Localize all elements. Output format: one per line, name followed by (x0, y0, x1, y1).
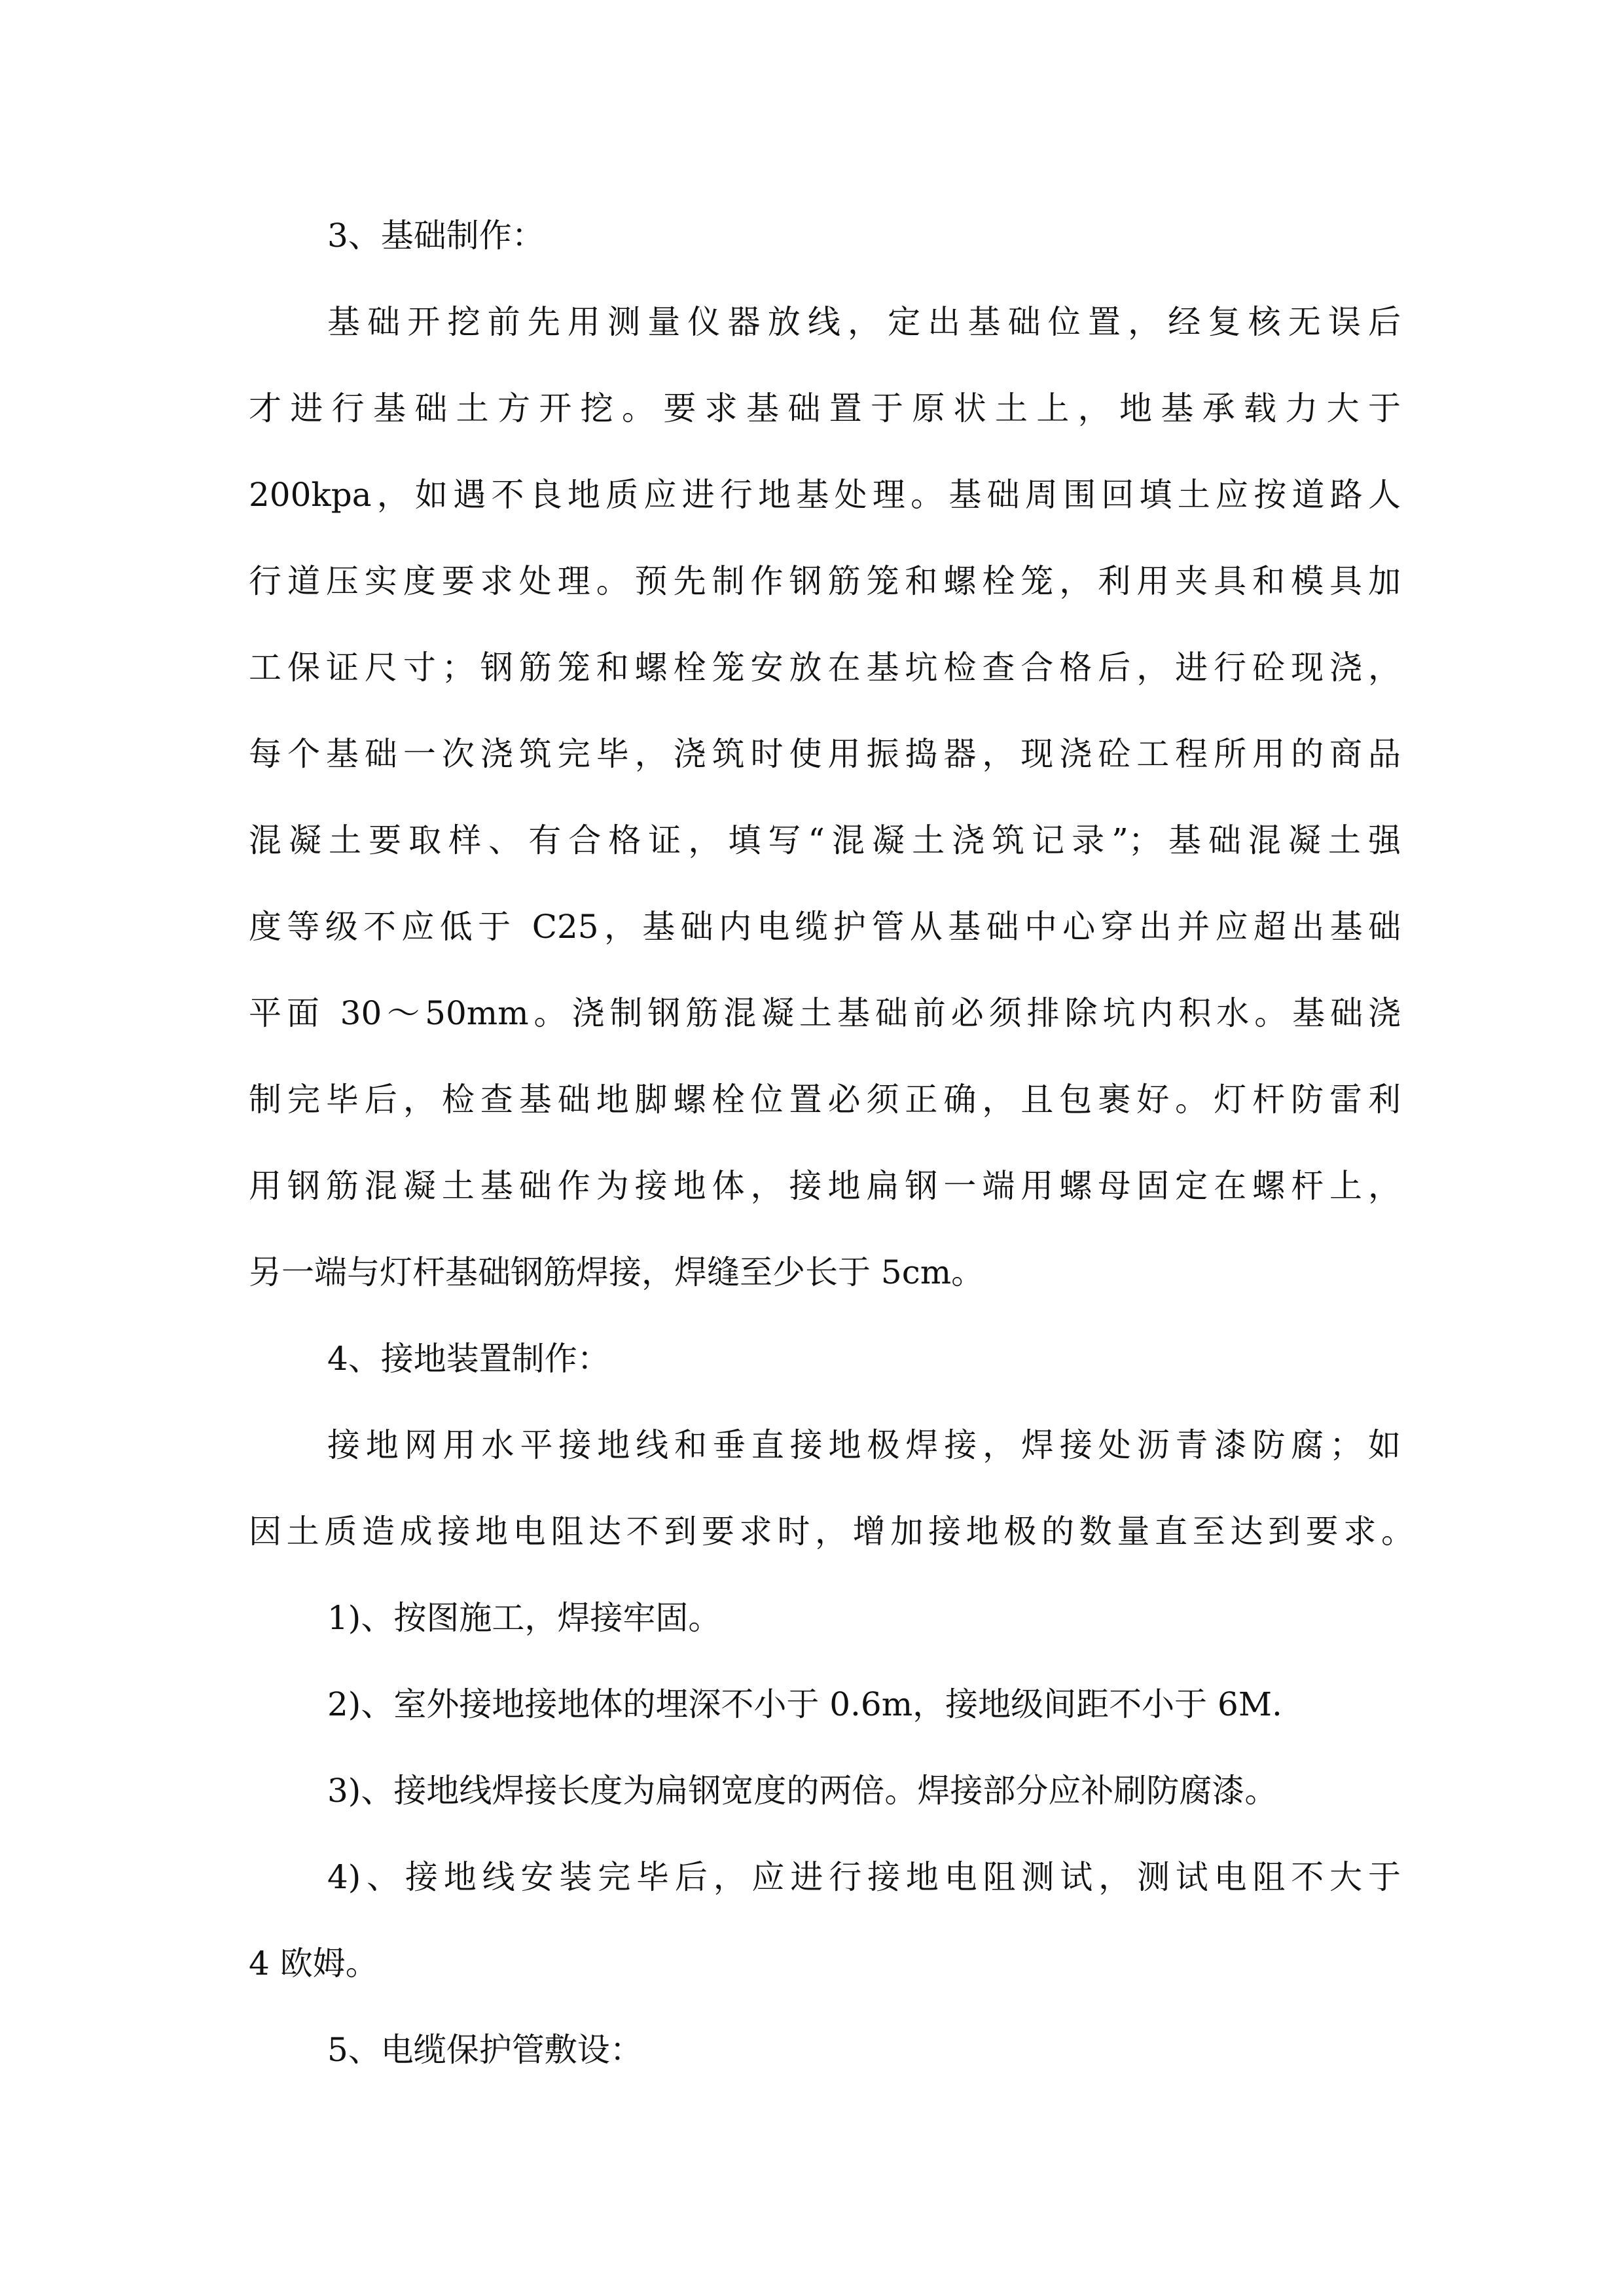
list-item-4: 4)、接地线安装完毕后，应进行接地电阻测试，测试电阻不大于 (327, 1858, 1401, 1896)
paragraph-line: 另一端与灯杆基础钢筋焊接，焊缝至少长于 5cm。 (249, 1253, 984, 1291)
paragraph-line: 每个基础一次浇筑完毕，浇筑时使用振捣器，现浇砼工程所用的商品 (249, 735, 1401, 773)
paragraph-line: 制完毕后，检查基础地脚螺栓位置必须正确，且包裹好。灯杆防雷利 (249, 1081, 1401, 1119)
paragraph-line: 接地网用水平接地线和垂直接地极焊接，焊接处沥青漆防腐；如 (327, 1426, 1401, 1464)
paragraph-line: 200kpa，如遇不良地质应进行地基处理。基础周围回填土应按道路人 (249, 476, 1401, 514)
paragraph-line: 度等级不应低于 C25，基础内电缆护管从基础中心穿出并应超出基础 (249, 908, 1401, 946)
paragraph-line: 行道压实度要求处理。预先制作钢筋笼和螺栓笼，利用夹具和模具加 (249, 562, 1401, 600)
list-item-3: 3)、接地线焊接长度为扁钢宽度的两倍。焊接部分应补刷防腐漆。 (327, 1772, 1278, 1810)
section-heading-foundation: 3、基础制作： (327, 217, 545, 255)
paragraph-line: 因土质造成接地电阻达不到要求时，增加接地极的数量直至达到要求。 (249, 1513, 1414, 1551)
paragraph-line: 平面 30～50mm。浇制钢筋混凝土基础前必须排除坑内积水。基础浇 (249, 994, 1401, 1032)
paragraph-line: 混凝土要取样、有合格证，填写“混凝土浇筑记录”；基础混凝土强 (249, 821, 1401, 859)
paragraph-line: 才进行基础土方开挖。要求基础置于原状土上，地基承载力大于 (249, 389, 1401, 427)
section-heading-cable-conduit: 5、电缆保护管敷设： (327, 2031, 643, 2069)
paragraph-line: 工保证尺寸；钢筋笼和螺栓笼安放在基坑检查合格后，进行砼现浇， (249, 649, 1401, 687)
list-item-1: 1)、按图施工，焊接牢固。 (327, 1599, 721, 1637)
section-heading-grounding: 4、接地装置制作： (327, 1340, 610, 1378)
paragraph-line: 用钢筋混凝土基础作为接地体，接地扁钢一端用螺母固定在螺杆上， (249, 1167, 1401, 1205)
list-item-4-continued: 4 欧姆。 (249, 1945, 378, 1982)
paragraph-line: 基础开挖前先用测量仪器放线，定出基础位置，经复核无误后 (327, 303, 1401, 341)
list-item-2: 2)、室外接地接地体的埋深不小于 0.6m，接地级间距不小于 6M. (327, 1685, 1282, 1723)
